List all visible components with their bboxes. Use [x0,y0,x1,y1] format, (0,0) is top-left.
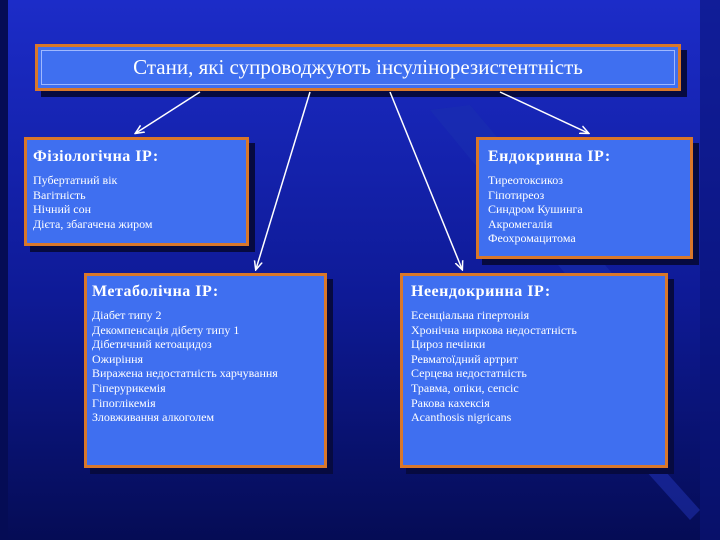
list-item: Дібетичний кетоацидоз [92,337,212,352]
list-item: Серцева недостатність [411,366,527,381]
list-item: Феохромацитома [488,231,576,246]
list-item: Синдром Кушинга [488,202,583,217]
list-item: Ревматоїдний артрит [411,351,518,366]
endocrine-ir-list [488,173,681,246]
physiological-ir-heading: Фізіологічна ІР: [33,148,159,165]
list-item: Тиреотоксикоз [488,173,563,187]
metabolic-ir-box [84,273,327,468]
list-item: Діабет типу 2 [92,308,162,322]
list-item: Гіпоглікемія [92,395,156,410]
metabolic-ir-heading: Метаболічна ІР: [92,283,219,300]
endocrine-ir-heading: Ендокринна ІР: [488,148,611,165]
physiological-ir-box [24,137,249,246]
physiological-ir-list [33,173,240,231]
list-item: Пубертатний вік [33,173,118,187]
metabolic-ir-list [92,308,319,425]
list-item: Есенціальна гіпертонія [411,308,530,322]
list-item: Зловживання алкоголем [92,410,215,425]
list-item: Дієта, збагачена жиром [33,216,153,231]
list-item: Акромегалія [488,216,553,231]
nonendocrine-ir-box [400,273,668,468]
nonendocrine-ir-list [411,308,657,425]
list-item: Нічний сон [33,202,92,217]
list-item: Виражена недостатність харчування [92,366,278,381]
list-item: Травма, опіки, сепсіс [411,380,519,395]
list-item: Гіперурикемія [92,380,166,395]
list-item: Ракова кахексія [411,395,490,410]
list-item: Acanthosis nigricans [411,410,512,425]
list-item: Декомпенсація дібету типу 1 [92,322,240,337]
list-item: Вагітність [33,187,86,202]
list-item: Ожиріння [92,351,144,366]
list-item: Цироз печінки [411,337,486,352]
diagram-title: Стани, які супроводжують інсулінорезистентність [133,55,583,79]
list-item: Хронічна ниркова недостатність [411,322,577,337]
diagram-title-box [35,44,681,91]
endocrine-ir-box [476,137,693,259]
nonendocrine-ir-heading: Неендокринна ІР: [411,283,551,300]
list-item: Гіпотиреоз [488,187,545,202]
